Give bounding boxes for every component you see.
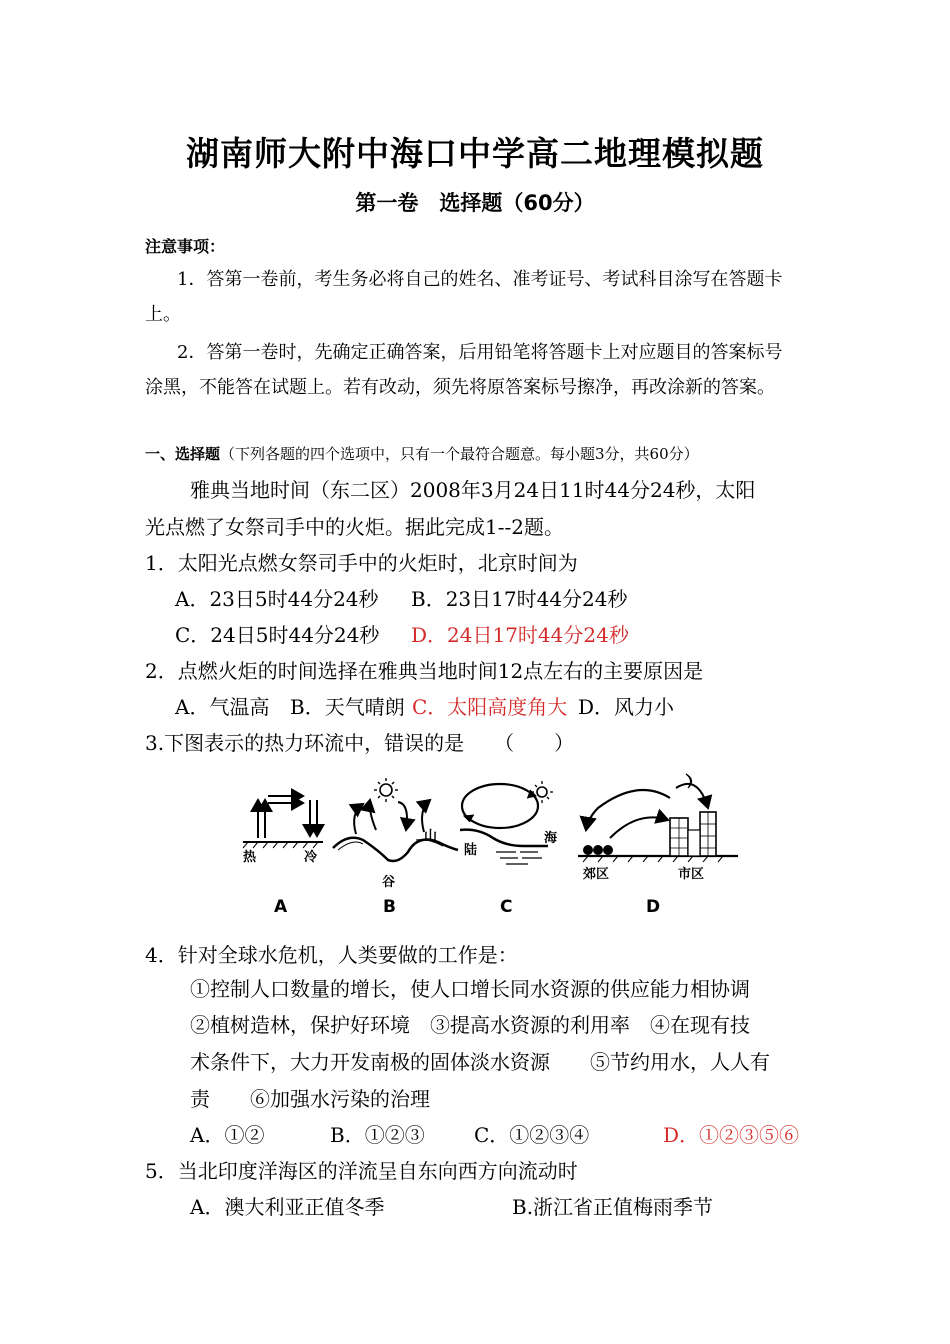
panel-d-label: D [646, 897, 661, 917]
q5-option-b: B.浙江省正值梅雨季节 [512, 1195, 714, 1219]
label-suburb: 郊区 [583, 867, 610, 882]
q4-option-d-answer: D．①②③⑤⑥ [663, 1123, 800, 1147]
q5-stem: 5．当北印度洋海区的洋流呈自东向西方向流动时 [145, 1159, 578, 1183]
q4-option-a: A．①② [190, 1123, 265, 1147]
q1-option-b: B．23日17时44分24秒 [411, 587, 628, 611]
q4-line4: 责 ⑥加强水污染的治理 [190, 1087, 430, 1111]
notice-item2-line2: 涂黑，不能答在试题上。若有改动，须先将原答案标号擦净，再改涂新的答案。 [145, 377, 775, 398]
panel-b-drawing [333, 778, 458, 861]
notice-heading: 注意事项： [145, 237, 226, 256]
label-cold: 冷 [304, 850, 318, 865]
q4-line1: ①控制人口数量的增长，使人口增长同水资源的供应能力相协调 [190, 977, 750, 1001]
q1-option-c: C．24日5时44分24秒 [175, 623, 380, 647]
q2-option-b: B．天气晴朗 [290, 695, 405, 719]
q4-option-c: C．①②③④ [474, 1123, 590, 1147]
q1-option-d-answer: D．24日17时44分24秒 [411, 623, 629, 647]
section-heading [145, 443, 699, 464]
q3-stem: 3.下图表示的热力环流中，错误的是 （ ） [145, 731, 575, 755]
page-title: 湖南师大附中海口中学高二地理模拟题 [186, 134, 764, 173]
q4-line2: ②植树造林，保护好环境 ③提高水资源的利用率 ④在现有技 [190, 1013, 750, 1037]
label-sea: 海 [544, 831, 558, 846]
diagram-svg [238, 768, 738, 918]
passage-line1: 雅典当地时间（东二区）2008年3月24日11时44分24秒，太阳 [190, 478, 756, 502]
q5-option-a: A．澳大利亚正值冬季 [190, 1195, 385, 1219]
panel-a-drawing [243, 796, 323, 848]
thermal-circulation-diagram [238, 768, 738, 918]
panel-c-label: C [500, 897, 513, 917]
section-instruction: （下列各题的四个选项中，只有一个最符合题意。每小题3分，共60分） [220, 445, 699, 463]
panel-d-drawing [578, 774, 738, 862]
q2-option-d: D．风力小 [578, 695, 675, 719]
label-valley: 谷 [382, 875, 396, 890]
q4-option-b: B．①②③ [330, 1123, 425, 1147]
label-land: 陆 [464, 843, 478, 858]
q2-option-a: A．气温高 [175, 695, 270, 719]
q1-stem: 1．太阳光点燃女祭司手中的火炬时，北京时间为 [145, 551, 578, 575]
passage-line2: 光点燃了女祭司手中的火炬。据此完成1--2题。 [145, 515, 564, 539]
section-label: 一、选择题 [145, 445, 221, 463]
section-subtitle: 第一卷 选择题（60分） [355, 191, 595, 215]
notice-item2-line1: 2．答第一卷时，先确定正确答案，后用铅笔将答题卡上对应题目的答案标号 [177, 342, 783, 363]
q4-line3: 术条件下，大力开发南极的固体淡水资源 ⑤节约用水，人人有 [190, 1050, 770, 1074]
label-mountain: 山 [424, 829, 438, 844]
panel-b-label: B [383, 897, 396, 917]
q1-option-a: A．23日5时44分24秒 [175, 587, 379, 611]
label-city: 市区 [678, 867, 705, 882]
q2-stem: 2．点燃火炬的时间选择在雅典当地时间12点左右的主要原因是 [145, 659, 704, 683]
notice-item1-line2: 上。 [145, 304, 181, 325]
q4-stem: 4．针对全球水危机，人类要做的工作是： [145, 943, 518, 967]
panel-a-label: A [274, 897, 288, 917]
q2-option-c-answer: C．太阳高度角大 [412, 695, 568, 719]
label-hot: 热 [243, 850, 257, 865]
notice-item1-line1: 1．答第一卷前，考生务必将自己的姓名、准考证号、考试科目涂写在答题卡 [177, 269, 783, 290]
